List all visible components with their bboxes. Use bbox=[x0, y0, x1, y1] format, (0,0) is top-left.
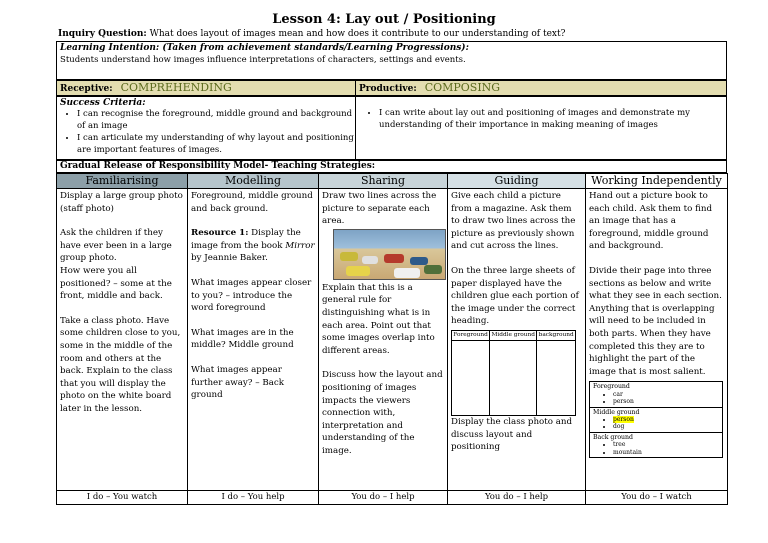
sharing-cell bbox=[319, 189, 448, 491]
modelling-resource bbox=[191, 227, 315, 265]
list-item: • tree bbox=[613, 441, 719, 448]
learning-intention-box bbox=[56, 41, 727, 80]
familiarising-cell bbox=[57, 189, 188, 491]
receptive-label: Receptive: bbox=[60, 84, 113, 94]
modelling-q3: What images appear further away? – Back ground bbox=[191, 364, 285, 401]
inquiry-text: What does layout of images mean and how does it contribute to our understanding of text? bbox=[146, 29, 566, 39]
list-item bbox=[613, 416, 719, 423]
sharing-p2: Explain that this is a general rule for distinguishing what is in each area. Point out that some images overlap into different areas. bbox=[322, 282, 435, 356]
section-background bbox=[590, 433, 722, 457]
learning-intention-heading: Learning Intention: (Taken from achievement standards/Learning Progressions): bbox=[60, 43, 469, 53]
book-title: Mirror bbox=[285, 240, 315, 251]
receptive-criteria-list bbox=[63, 109, 359, 157]
sorting-grid bbox=[451, 330, 576, 416]
productive-label: Productive: bbox=[359, 84, 417, 94]
familiarising-p2: Ask the children if they have ever been in a large group photo. bbox=[60, 228, 172, 264]
modelling-cell bbox=[188, 189, 319, 491]
list-item: • I can recognise the foreground, middle ground and background of an image bbox=[77, 109, 359, 132]
lesson-title: Lesson 4: Lay out / Positioning bbox=[272, 12, 496, 27]
col-header-familiarising: Familiarising bbox=[57, 174, 188, 189]
resource-text: Display the image from the book bbox=[191, 228, 301, 251]
guiding-p3: Display the class photo and discuss layout and positioning bbox=[451, 416, 573, 453]
book-author: by Jeannie Baker. bbox=[191, 253, 268, 264]
section-foreground bbox=[590, 382, 722, 407]
familiarising-p3: How were you all positioned? – some at the front, middle and back. bbox=[60, 265, 172, 302]
section-title: Back ground bbox=[593, 433, 633, 441]
section-title: Middle ground bbox=[593, 408, 640, 416]
modelling-p1: Foreground, middle ground and back ground. bbox=[191, 191, 313, 214]
highlighted-item: person bbox=[613, 415, 634, 423]
footer-sharing: You do – I help bbox=[319, 491, 448, 505]
col-header-independent: Working Independently bbox=[586, 174, 728, 189]
receptive-value: COMPREHENDING bbox=[120, 81, 232, 94]
guiding-p1: Give each child a picture from a magazine. Ask them to draw two lines across the picture as previously shown and cut across the lines. bbox=[451, 191, 576, 252]
section-example-box bbox=[589, 381, 723, 458]
modes-band bbox=[56, 80, 727, 96]
learning-intention-text: Students understand how images influence interpretations of characters, settings and events. bbox=[60, 55, 466, 65]
mirror-book-image bbox=[333, 229, 446, 280]
productive-cell bbox=[356, 81, 500, 95]
grid-header-background: background bbox=[537, 330, 576, 340]
car-shape bbox=[346, 266, 370, 276]
inquiry-question bbox=[58, 29, 565, 39]
section-middle-ground bbox=[590, 408, 722, 433]
teaching-strategies-table bbox=[56, 173, 728, 505]
familiarising-p4: Take a class photo. Have some children close to you, some in the middle of the room and others at the back. Explain to the class that you will display the photo on the white board later in the lesson. bbox=[60, 315, 181, 414]
grid-cell bbox=[452, 340, 490, 415]
list-item: • I can write about lay out and positioning of images and demonstrate my understanding of their importance in making meaning of images bbox=[379, 107, 734, 131]
success-criteria-heading: Success Criteria: bbox=[60, 98, 146, 108]
grid-header-foreground: Foreground bbox=[452, 330, 490, 340]
criteria-divider bbox=[355, 97, 356, 160]
list-item: • I can articulate my understanding of why layout and positioning are important features of images. bbox=[77, 133, 359, 156]
independent-p1: Hand out a picture book to each child. Ask them to find an image that has a foreground, middle ground and background. bbox=[589, 191, 713, 252]
footer-familiarising: I do – You watch bbox=[57, 491, 188, 505]
col-header-sharing: Sharing bbox=[319, 174, 448, 189]
table-header-row bbox=[57, 174, 728, 189]
productive-criteria-list bbox=[365, 107, 734, 131]
success-criteria-box bbox=[56, 96, 727, 160]
guiding-cell bbox=[448, 189, 586, 491]
section-title: Foreground bbox=[593, 383, 630, 391]
sharing-p3: Discuss how the layout and positioning of images impacts the viewers connection with, interpretation and understanding of the image. bbox=[322, 370, 443, 456]
car-shape bbox=[410, 257, 428, 265]
grid-cell bbox=[537, 340, 576, 415]
car-shape bbox=[362, 256, 378, 264]
modelling-q1: What images appear closer to you? – introduce the word foreground bbox=[191, 277, 312, 314]
list-item: • dog bbox=[613, 423, 719, 430]
footer-independent: You do – I watch bbox=[586, 491, 728, 505]
col-header-guiding: Guiding bbox=[448, 174, 586, 189]
table-body-row bbox=[57, 189, 728, 491]
modelling-q2: What images are in the middle? Middle ground bbox=[191, 327, 294, 351]
col-header-modelling: Modelling bbox=[188, 174, 319, 189]
familiarising-p1: Display a large group photo (staff photo) bbox=[60, 191, 183, 214]
footer-modelling: I do – You help bbox=[188, 491, 319, 505]
grid-header-middle-ground: Middle ground bbox=[490, 330, 537, 340]
car-shape bbox=[384, 254, 404, 263]
list-item: • car bbox=[613, 391, 719, 398]
footer-guiding: You do – I help bbox=[448, 491, 586, 505]
independent-cell bbox=[586, 189, 728, 491]
productive-value: COMPOSING bbox=[424, 81, 501, 94]
list-item: • mountain bbox=[613, 449, 719, 456]
resource-label: Resource 1: bbox=[191, 228, 249, 239]
sharing-p1: Draw two lines across the picture to separate each area. bbox=[322, 191, 437, 227]
independent-p2: Divide their page into three sections as below and write what they see in each section. Anything that is overlapping will need to be included in both parts. When they have completed this they are to highlight the part of the image that is most salient. bbox=[589, 265, 722, 377]
receptive-cell bbox=[57, 81, 232, 95]
grr-heading: Gradual Release of Responsibility Model- Teaching Strategies: bbox=[56, 160, 727, 173]
guiding-p2: On the three large sheets of paper displayed have the children glue each portion of the image under the correct heading. bbox=[451, 265, 579, 327]
car-shape bbox=[340, 252, 358, 261]
car-shape bbox=[394, 268, 420, 278]
car-shape bbox=[424, 265, 442, 274]
list-item: • person bbox=[613, 398, 719, 405]
grid-cell bbox=[490, 340, 537, 415]
inquiry-label: Inquiry Question: bbox=[58, 29, 147, 39]
table-footer-row bbox=[57, 491, 728, 505]
